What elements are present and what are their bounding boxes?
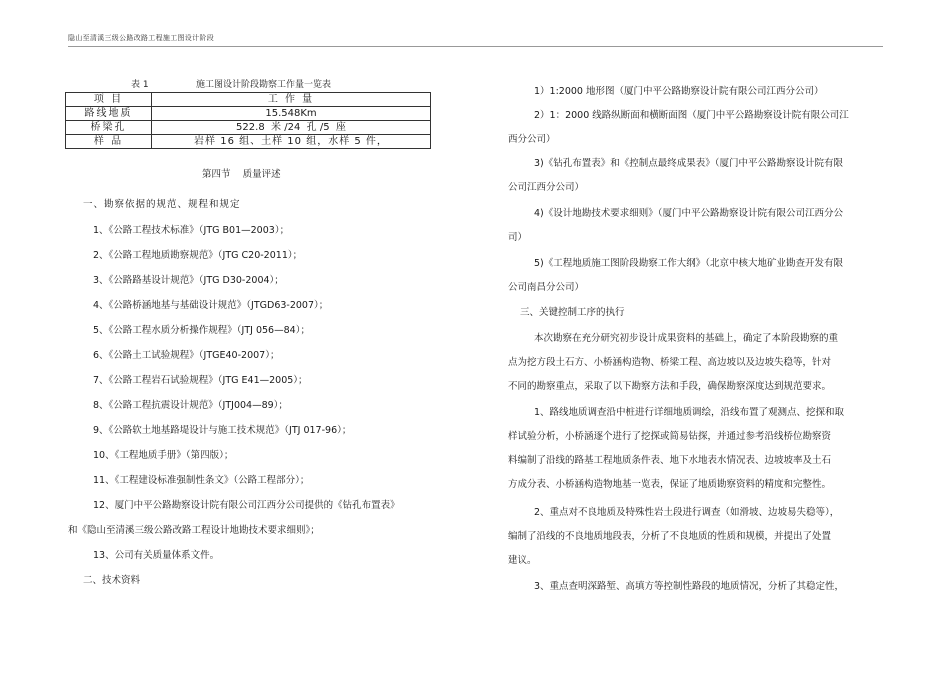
- table-cell: 样 品: [66, 135, 152, 149]
- tech-data-line: 1）1:2000 地形图（厦门中平公路勘察设计院有限公司江西分公司）: [534, 86, 824, 97]
- paragraph-line: 点为挖方段土石方、小桥涵构造物、桥梁工程、高边坡以及边坡失稳等，针对: [508, 357, 832, 368]
- norm-item: 1、《公路工程技术标准》（JTG B01—2003）；: [93, 225, 290, 236]
- table-row: [66, 107, 431, 121]
- table-row: [66, 121, 431, 135]
- heading-norms: 一、勘察依据的规范、规程和规定: [83, 199, 241, 210]
- norm-item: 4、《公路桥涵地基与基础设计规范》（JTGD63-2007）；: [93, 300, 329, 311]
- table-cell: 15.548Km: [152, 107, 431, 121]
- tech-data-line: 西分公司）: [508, 134, 556, 145]
- norm-item: 7、《公路工程岩石试验规程》（JTG E41—2005）；: [93, 375, 308, 386]
- tech-data-line: 3)《钻孔布置表》和《控制点最终成果表》（厦门中平公路勘察设计院有限: [534, 158, 844, 169]
- table-cell: 路线地质: [66, 107, 152, 121]
- section-title: 第四节 质量评述: [202, 169, 281, 180]
- paragraph-line: 本次勘察在充分研究初步设计成果资料的基础上，确定了本阶段勘察的重: [534, 333, 839, 344]
- norm-item: 11、《工程建设标准强制性条文》（公路工程部分）；: [93, 475, 310, 486]
- tech-data-line: 公司江西分公司）: [508, 182, 585, 193]
- workload-table: [65, 92, 431, 149]
- norm-item: 12、厦门中平公路勘察设计院有限公司江西分公司提供的《钻孔布置表》: [93, 500, 400, 511]
- page-header: 隐山至清溪三级公路改路工程施工图设计阶段: [68, 34, 214, 42]
- table-cell: 522.8 米 /24 孔 /5 座: [152, 121, 431, 135]
- paragraph-line: 2、重点对不良地质及特殊性岩土段进行调查（如滑坡、边坡易失稳等），: [534, 507, 840, 518]
- tech-data-line: 5)《工程地质施工图阶段勘察工作大纲》（北京中核大地矿业勘查开发有限: [534, 258, 844, 269]
- tech-data-line: 公司南昌分公司）: [508, 282, 585, 293]
- paragraph-line: 建议。: [508, 555, 537, 566]
- norm-item: 5、《公路工程水质分析操作规程》（JTJ 056—84）；: [93, 325, 310, 336]
- table-caption-number: 表 1: [131, 80, 149, 90]
- paragraph-line: 料编制了沿线的路基工程地质条件表、地下水地表水情况表、边坡坡率及土石: [508, 455, 832, 466]
- tech-data-line: 4)《设计地勘技术要求细则》（厦门中平公路勘察设计院有限公司江西分公: [534, 208, 844, 219]
- norm-item-continuation: 和《隐山至清溪三级公路改路工程设计地勘技术要求细则》；: [68, 525, 320, 536]
- table-header-cell: 工 作 量: [152, 93, 431, 107]
- paragraph-line: 1、路线地质调查沿中桩进行详细地质调绘，沿线布置了观测点、挖探和取: [534, 407, 845, 418]
- table-cell: 岩样 16 组、土样 10 组，水样 5 件，: [152, 135, 431, 149]
- table-row: [66, 135, 431, 149]
- norm-item: 3、《公路路基设计规范》（JTG D30-2004）；: [93, 275, 284, 286]
- table-caption-title: 施工图设计阶段勘察工作量一览表: [196, 80, 332, 90]
- paragraph-line: 不同的勘察重点，采取了以下勘察方法和手段，确保勘察深度达到规范要求。: [508, 381, 832, 392]
- norm-item: 2、《公路工程地质勘察规范》（JTG C20-2011）；: [93, 250, 303, 261]
- paragraph-line: 编制了沿线的不良地质地段表，分析了不良地质的性质和规模，并提出了处置: [508, 531, 832, 542]
- tech-data-line: 2）1：2000 线路纵断面和横断面图（厦门中平公路勘察设计院有限公司江: [534, 110, 849, 121]
- table-cell: 桥梁孔: [66, 121, 152, 135]
- tech-data-line: 司）: [508, 232, 528, 243]
- norm-item: 6、《公路土工试验规程》（JTGE40-2007）；: [93, 350, 280, 361]
- heading-key-controls: 三、关键控制工序的执行: [520, 307, 625, 318]
- norm-item: 13、公司有关质量体系文件。: [93, 550, 220, 561]
- paragraph-line: 3、重点查明深路堑、高填方等控制性路段的地质情况，分析了其稳定性，: [534, 581, 845, 592]
- heading-technical-data: 二、技术资料: [83, 575, 141, 586]
- paragraph-line: 样试验分析，小桥涵逐个进行了挖探或简易钻探，并通过参考沿线桥位勘察资: [508, 431, 832, 442]
- header-rule: [68, 46, 883, 47]
- norm-item: 10、《工程地质手册》（第四版）；: [93, 450, 234, 461]
- norm-item: 8、《公路工程抗震设计规范》（JTJ004—89）；: [93, 400, 288, 411]
- table-header-row: [66, 93, 431, 107]
- table-header-cell: 项 目: [66, 93, 152, 107]
- paragraph-line: 方成分表、小桥涵构造物地基一览表，保证了地质勘察资料的精度和完整性。: [508, 479, 832, 490]
- norm-item: 9、《公路软土地基路堤设计与施工技术规范》（JTJ 017-96）；: [93, 425, 352, 436]
